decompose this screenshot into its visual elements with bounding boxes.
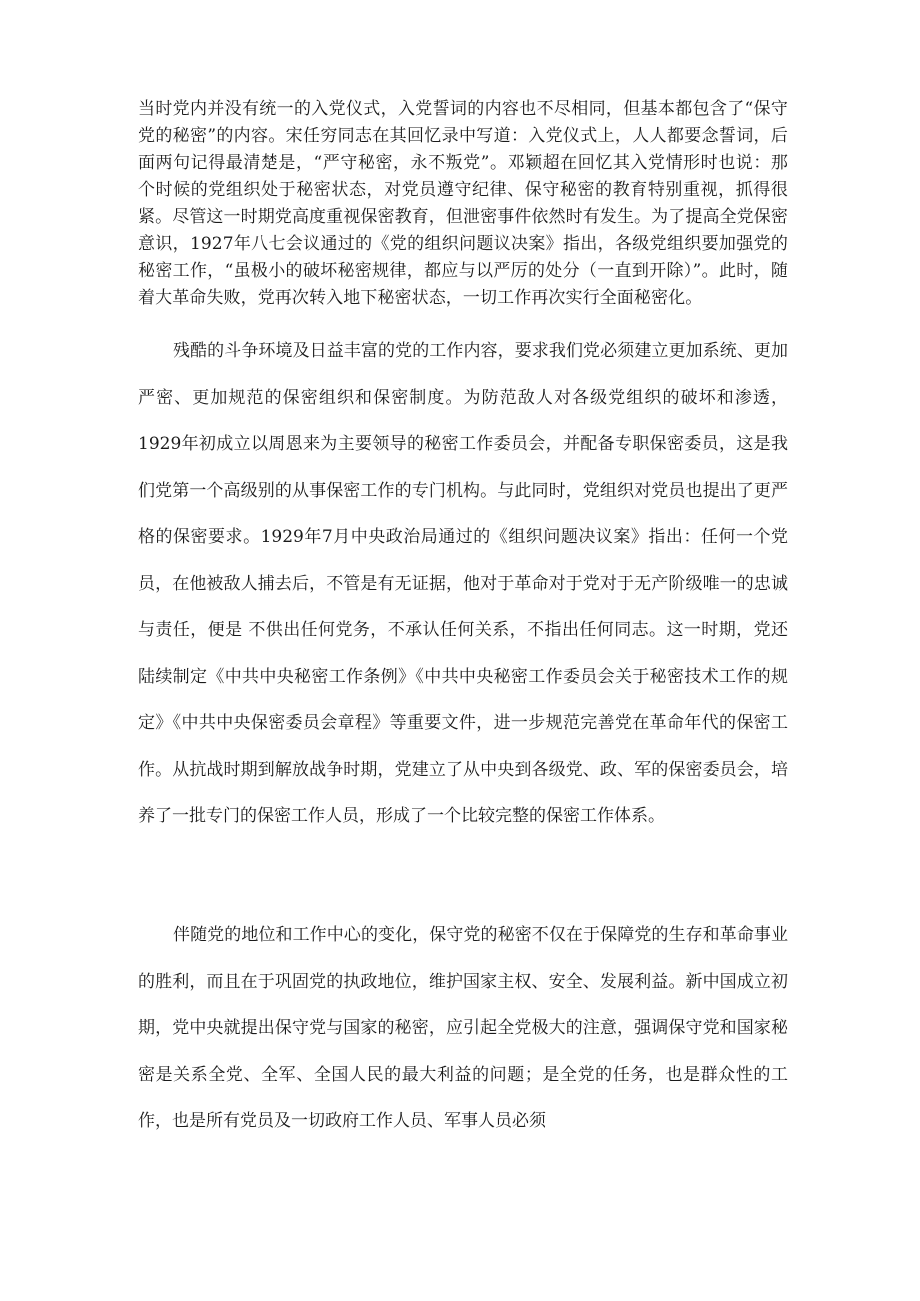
paragraph-3: 伴随党的地位和工作中心的变化，保守党的秘密不仅在于保障党的生存和革命事业的胜利，而且在于巩固党的执政地位，维护国家主权、安全、发展利益。新中国成立初期，党中央就提出保守党与国家的秘密，应引起全党极大的注意，强调保守党和国家秘密是关系全党、全军、全国人民的最大利益的问题；是全党的任务，也是群众性的工作，也是所有党员及一切政府工作人员、军事人员必须 xyxy=(138,925,788,1131)
paragraph-1: 当时党内并没有统一的入党仪式，入党誓词的内容也不尽相同，但基本都包含了“保守党的秘密”的内容。宋任穷同志在其回忆录中写道：入党仪式上，人人都要念誓词，后面两句记得最清楚是，“严守秘密，永不叛党”。邓颖超在回忆其入党情形时也说：那个时候的党组织处于秘密状态，对党员遵守纪律、保守秘密的教育特别重视，抓得很紧。尽管这一时期党高度重视保密教育，但泄密事件依然时有发生。为了提高全党保密意识，1927年八七会议通过的《党的组织问题议决案》指出，各级党组织要加强党的秘密工作，“虽极小的破坏秘密规律，都应与以严厉的处分（一直到开除）”。此时，随着大革命失败，党再次转入地下秘密状态，一切工作再次实行全面秘密化。 xyxy=(138,99,788,308)
paragraph-2: 残酷的斗争环境及日益丰富的党的工作内容，要求我们党必须建立更加系统、更加严密、更加规范的保密组织和保密制度。为防范敌人对各级党组织的破坏和渗透，1929年初成立以周恩来为主要领导的秘密工作委员会，并配备专职保密委员，这是我们党第一个高级别的从事保密工作的专门机构。与此同时，党组织对党员也提出了更严格的保密要求。1929年7月中央政治局通过的《组织问题决议案》指出：任何一个党员，在他被敌人捕去后，不管是有无证据，他对于革命对于党对于无产阶级唯一的忠诚与责任，便是 不供出任何党务，不承认任何关系，不指出任何同志。这一时期，党还陆续制定《中共中央秘密工作条例》《中共中央秘密工作委员会关于秘密技术工作的规定》《中共中央保密委员会章程》等重要文件，进一步规范完善党在革命年代的保密工作。从抗战时期到解放战争时期，党建立了从中央到各级党、政、军的保密委员会，培养了一批专门的保密工作人员，形成了一个比较完整的保密工作体系。 xyxy=(138,341,788,826)
